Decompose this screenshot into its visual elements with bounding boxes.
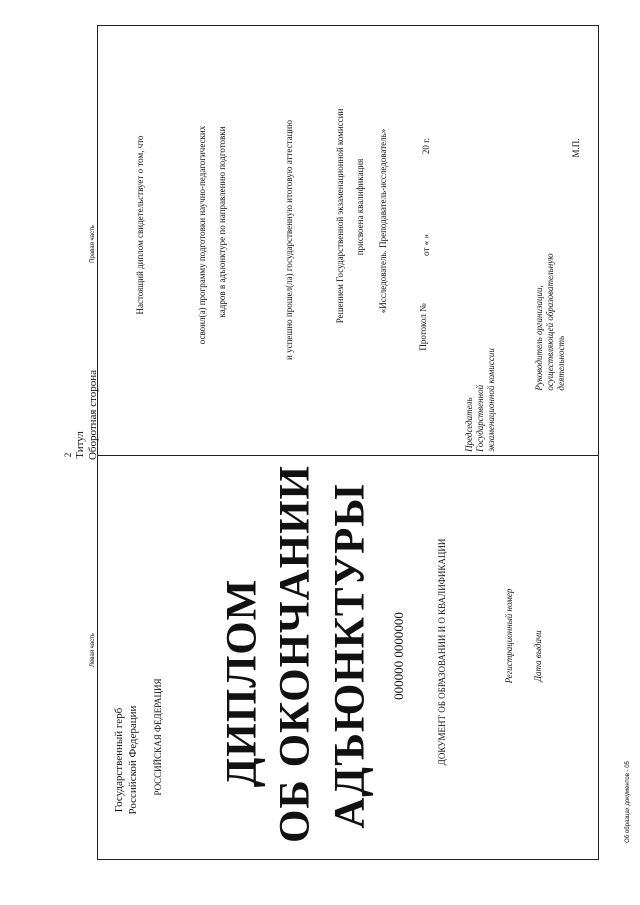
head-line-3: деятельность [555, 335, 566, 391]
right-part-label: Правая часть [90, 225, 96, 263]
program-text: освоил(а) программу подготовки научно-педагогических [197, 125, 207, 345]
registration-number-label: Регистрационный номер [504, 588, 514, 684]
organization-head-block [534, 253, 566, 390]
footer-note: Об образцах документов - 05 [625, 761, 631, 843]
diploma-title-line-3: АДЪЮНКТУРЫ [326, 483, 374, 829]
qualification-awarded-text: присвоена квалификация [355, 158, 365, 256]
protocol-year-label: 20 г. [421, 137, 431, 155]
commission-decision-text: Решением Государственной экзаменационной комиссии [335, 108, 345, 324]
diploma-number: 000000 0000000 [391, 612, 406, 700]
diploma-title-line-1: ДИПЛОМ [218, 578, 266, 788]
issue-date-label: Дата выдачи [533, 630, 543, 682]
head-line-2: осуществляющей образовательную [544, 253, 555, 391]
direction-text: кадров в адъюнктуре по направлению подготовки [217, 126, 227, 318]
left-part-label: Левая часть [90, 633, 96, 667]
chair-line-1: Председатель [463, 397, 474, 452]
page-title: Титул [74, 431, 86, 459]
qualification-name: «Исследователь. Преподаватель-исследователь» [378, 128, 388, 314]
emblem-line-2: Российской Федерации [127, 705, 139, 815]
document-type: ДОКУМЕНТ ОБ ОБРАЗОВАНИИ И О КВАЛИФИКАЦИИ [437, 538, 447, 766]
diploma-title-line-2: ОБ ОКОНЧАНИИ [271, 464, 319, 844]
head-line-1: Руководитель организации, [533, 285, 544, 391]
chair-line-3: экзаменационной комиссии [485, 348, 496, 452]
chair-line-2: Государственной [474, 384, 485, 452]
protocol-date-label: от « » [421, 234, 431, 256]
commission-chair-block [464, 348, 496, 452]
page-number: 2 [63, 452, 73, 458]
emblem-line-1: Государственный герб [113, 707, 125, 813]
stamp-place: М.П. [571, 138, 581, 158]
country-name: РОССИЙСКАЯ ФЕДЕРАЦИЯ [153, 678, 163, 796]
center-divider [97, 455, 599, 456]
certify-text: Настоящий диплом свидетельствует о том, что [135, 135, 145, 315]
protocol-number-label: Протокол № [418, 303, 428, 351]
attestation-text: и успешно прошел(ла) государственную итоговую аттестацию [284, 120, 294, 360]
page-subtitle: Оборотная сторона [87, 369, 99, 461]
